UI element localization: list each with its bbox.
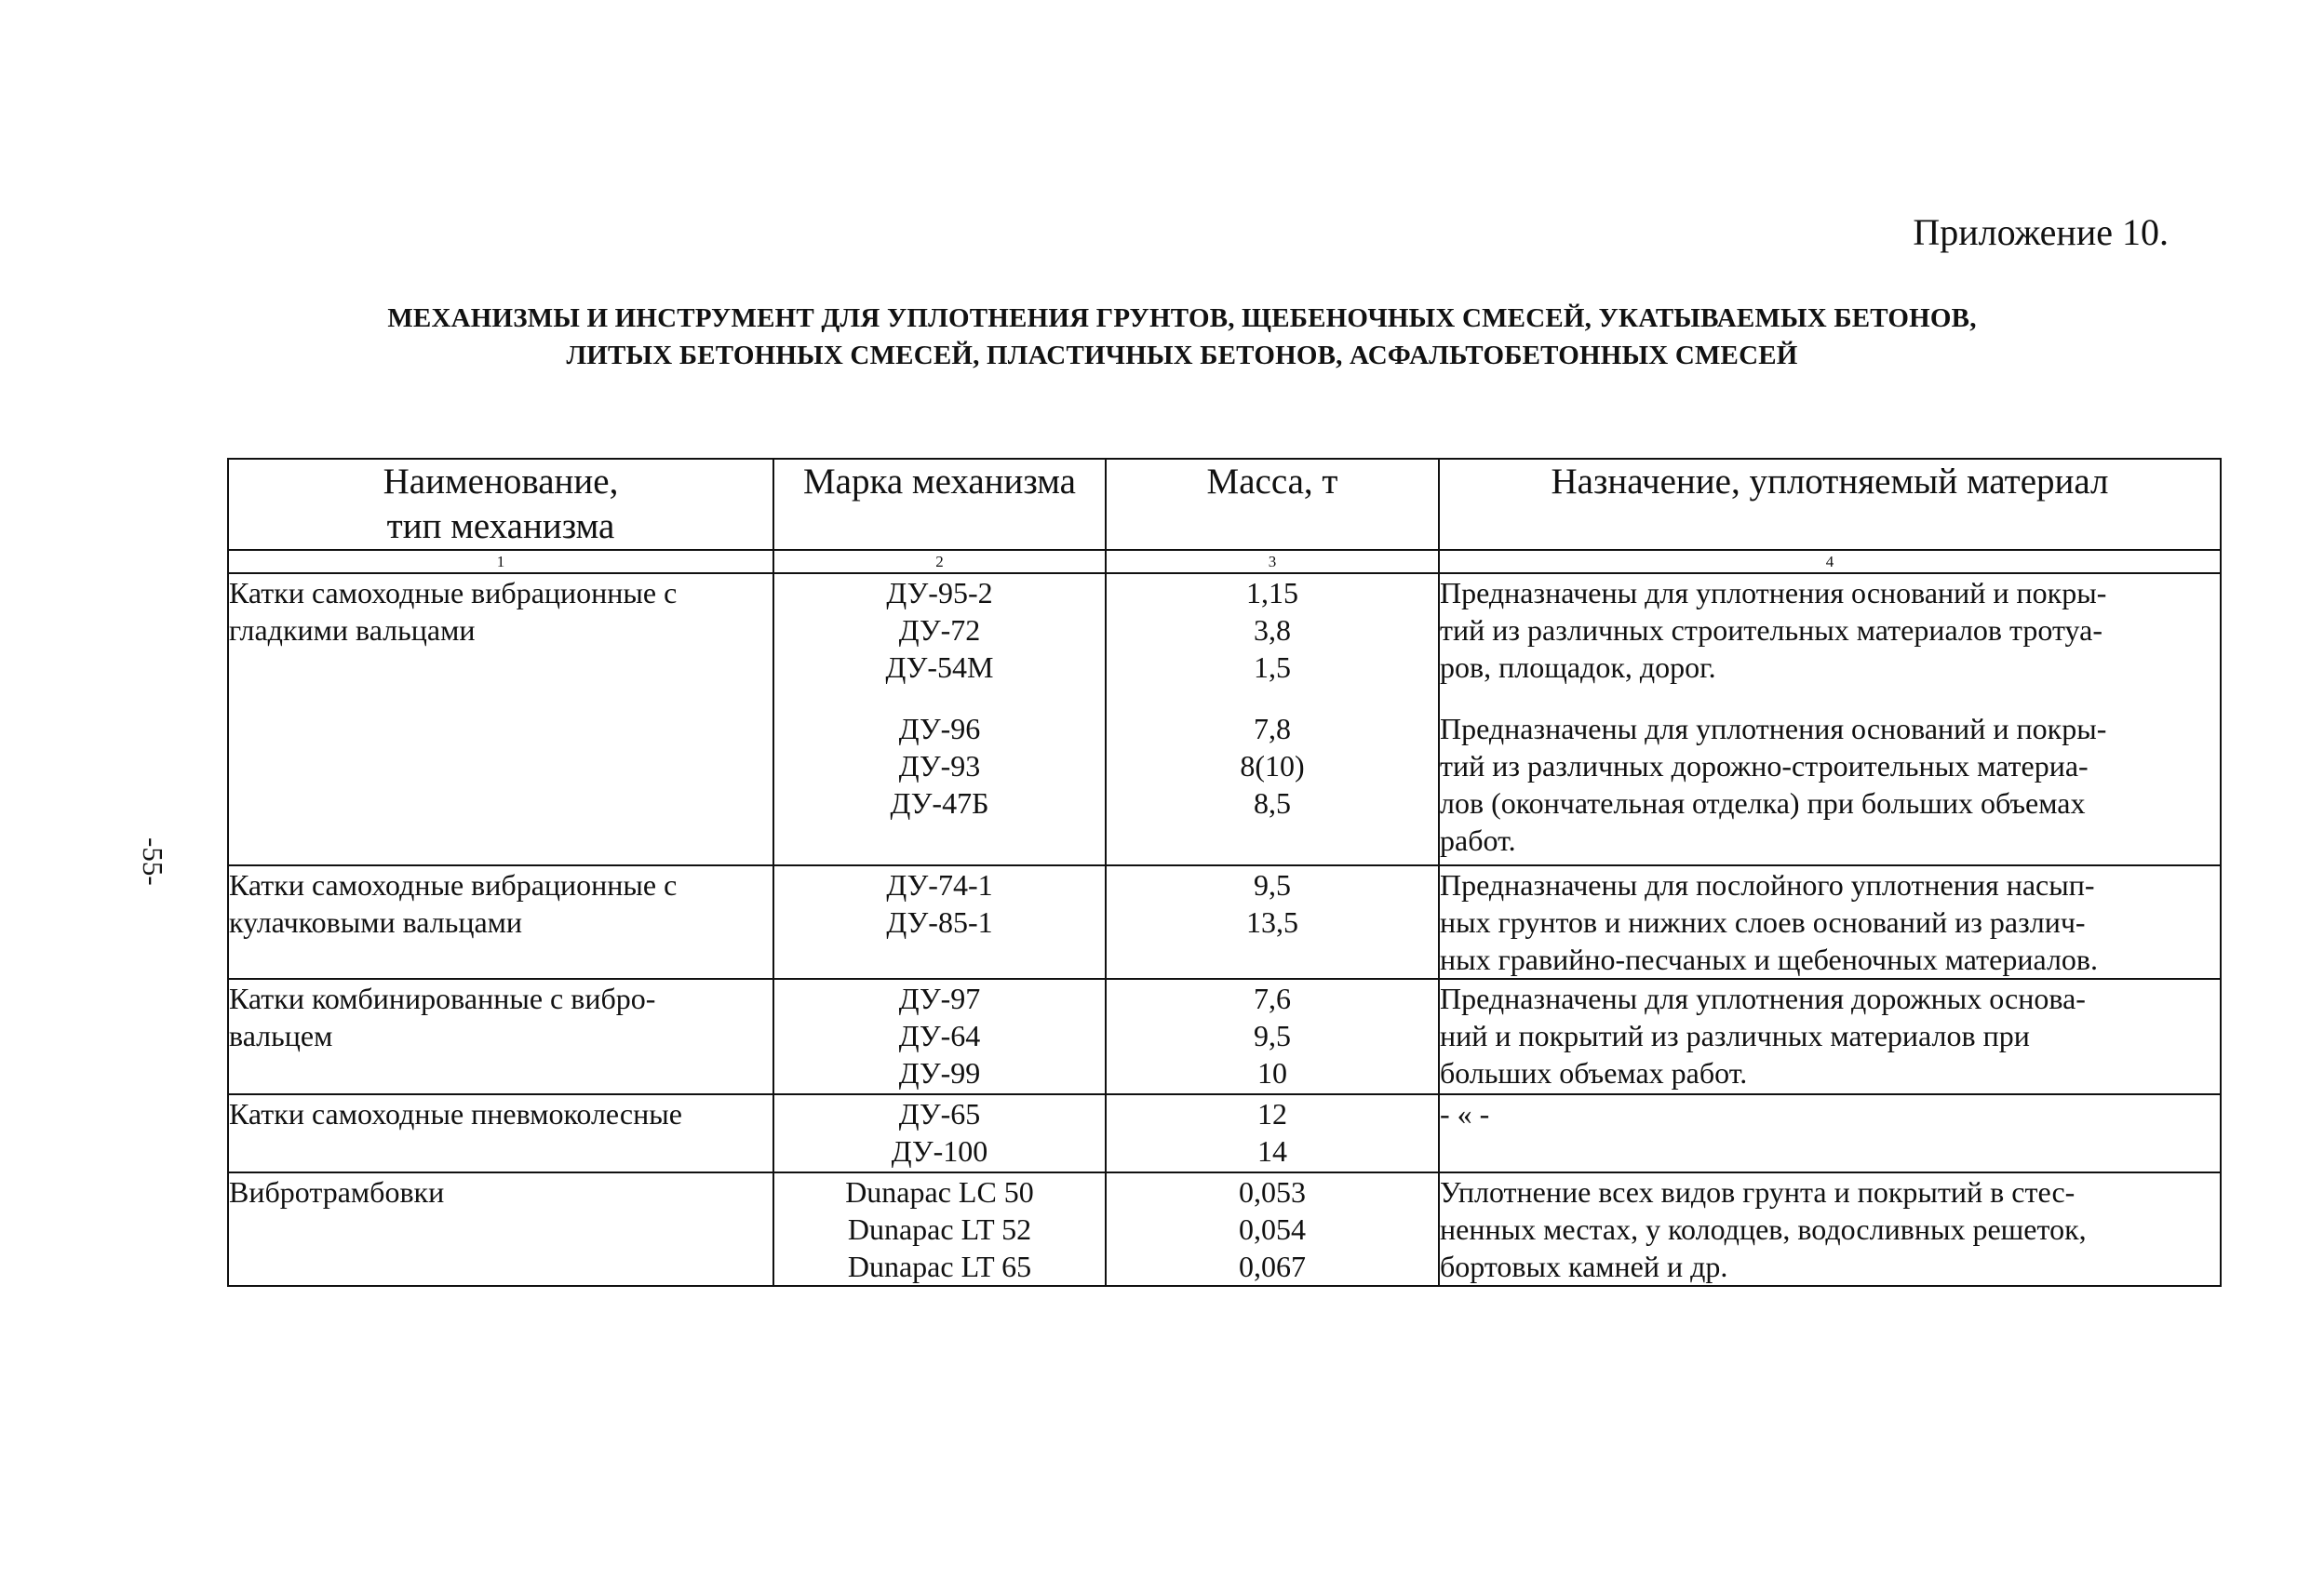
ditto-mark: - « -	[1440, 1097, 1490, 1131]
table-row	[228, 1094, 2221, 1172]
brand-item: ДУ-95-2	[886, 576, 993, 609]
mass-item: 1,5	[1254, 650, 1291, 684]
mass-item: 10	[1257, 1056, 1287, 1090]
header-name-line-2: тип механизма	[386, 506, 615, 546]
header-mass	[1106, 459, 1439, 550]
mass-item: 1,15	[1246, 576, 1298, 609]
brand-item: ДУ-47Б	[890, 786, 989, 820]
mass-item: 3,8	[1254, 613, 1291, 647]
purpose-line: лов (окончательная отделка) при больших объемах	[1440, 786, 2086, 820]
mechanism-brand	[773, 1172, 1106, 1286]
mechanism-mass	[1106, 865, 1439, 979]
purpose-line: ненных местах, у колодцев, водосливных решеток,	[1440, 1212, 2087, 1246]
header-name-line-1: Наименование,	[383, 462, 619, 502]
mass-item: 9,5	[1254, 1019, 1291, 1052]
brand-item: ДУ-97	[898, 982, 981, 1015]
equipment-table	[227, 458, 2222, 1287]
column-number-row	[228, 550, 2221, 573]
name-line: Катки самоходные пневмоколесные	[229, 1097, 682, 1131]
purpose-line: больших объемах работ.	[1440, 1056, 1748, 1090]
document-title	[223, 300, 2141, 374]
purpose-line: бортовых камней и др.	[1440, 1250, 1728, 1283]
name-line: Вибротрамбовки	[229, 1175, 445, 1209]
purpose-line: тий из различных строительных материалов тротуа-	[1440, 613, 2102, 647]
column-number: 2	[773, 550, 1106, 573]
purpose-line: Уплотнение всех видов грунта и покрытий в стес-	[1440, 1175, 2075, 1209]
header-brand	[773, 459, 1106, 550]
purpose-line: ных гравийно-песчаных и щебеночных материалов.	[1440, 943, 2099, 976]
mechanism-purpose	[1439, 573, 2221, 865]
mechanism-brand	[773, 1094, 1106, 1172]
brand-item: ДУ-100	[891, 1134, 988, 1168]
header-purpose-text: Назначение, уплотняемый материал	[1551, 462, 2109, 502]
mechanism-name	[228, 573, 773, 865]
header-row	[228, 459, 2221, 550]
brand-item: Dunapac LT 52	[847, 1212, 1032, 1246]
mass-item: 0,054	[1239, 1212, 1306, 1246]
mechanism-mass	[1106, 1094, 1439, 1172]
mechanism-purpose	[1439, 979, 2221, 1094]
mechanism-mass	[1106, 1172, 1439, 1286]
name-line: Катки самоходные вибрационные с	[229, 576, 678, 609]
appendix-label: Приложение 10.	[1913, 211, 2169, 253]
table-row	[228, 865, 2221, 979]
purpose-line: Предназначены для уплотнения оснований и покры-	[1440, 712, 2107, 745]
header-brand-text: Марка механизма	[803, 462, 1076, 502]
header-mass-text: Масса, т	[1206, 462, 1338, 502]
brand-item: Dunapac LT 65	[847, 1250, 1032, 1283]
mechanism-brand	[773, 979, 1106, 1094]
header-name	[228, 459, 773, 550]
brand-item: ДУ-99	[898, 1056, 981, 1090]
column-number: 4	[1439, 550, 2221, 573]
purpose-line: ров, площадок, дорог.	[1440, 650, 1716, 684]
purpose-line: Предназначены для послойного уплотнения насып-	[1440, 868, 2095, 902]
mechanism-name	[228, 1172, 773, 1286]
name-line: гладкими вальцами	[229, 613, 476, 647]
purpose-line: Предназначены для уплотнения дорожных основа-	[1440, 982, 2086, 1015]
purpose-line: тий из различных дорожно-строительных материа-	[1440, 749, 2089, 783]
purpose-line: Предназначены для уплотнения оснований и покры-	[1440, 576, 2107, 609]
table-row	[228, 573, 2221, 865]
mass-item: 8(10)	[1240, 749, 1305, 783]
mechanism-brand	[773, 573, 1106, 865]
name-line: Катки самоходные вибрационные с	[229, 868, 678, 902]
table-row	[228, 1172, 2221, 1286]
mass-item: 12	[1257, 1097, 1287, 1131]
title-line-2: ЛИТЫХ БЕТОННЫХ СМЕСЕЙ, ПЛАСТИЧНЫХ БЕТОНОВ, АСФАЛЬТОБЕТОННЫХ СМЕСЕЙ	[566, 341, 1798, 370]
mass-item: 0,067	[1239, 1250, 1306, 1283]
brand-item: ДУ-65	[898, 1097, 981, 1131]
mass-item: 7,8	[1254, 712, 1291, 745]
mechanism-name	[228, 1094, 773, 1172]
mechanism-purpose	[1439, 865, 2221, 979]
mechanism-purpose	[1439, 1172, 2221, 1286]
brand-item: ДУ-72	[898, 613, 981, 647]
name-line: кулачковыми вальцами	[229, 905, 523, 939]
mechanism-mass	[1106, 573, 1439, 865]
mass-item: 14	[1257, 1134, 1287, 1168]
header-purpose	[1439, 459, 2221, 550]
mechanism-purpose	[1439, 1094, 2221, 1172]
table-row	[228, 979, 2221, 1094]
column-number: 3	[1106, 550, 1439, 573]
purpose-line: ных грунтов и нижних слоев оснований из различ-	[1440, 905, 2086, 939]
mass-item: 13,5	[1246, 905, 1298, 939]
purpose-line: ний и покрытий из различных материалов при	[1440, 1019, 2030, 1052]
mass-item: 7,6	[1254, 982, 1291, 1015]
purpose-line: работ.	[1440, 823, 1516, 857]
title-line-1: МЕХАНИЗМЫ И ИНСТРУМЕНТ ДЛЯ УПЛОТНЕНИЯ ГРУНТОВ, ЩЕБЕНОЧНЫХ СМЕСЕЙ, УКАТЫВАЕМЫХ БЕТОНОВ,	[387, 303, 1977, 333]
brand-item: ДУ-74-1	[886, 868, 993, 902]
brand-item: ДУ-93	[898, 749, 981, 783]
mechanism-name	[228, 865, 773, 979]
brand-item: ДУ-64	[898, 1019, 981, 1052]
page-number: -55-	[137, 837, 169, 886]
mechanism-name	[228, 979, 773, 1094]
brand-item: Dunapac LC 50	[845, 1175, 1034, 1209]
mechanism-brand	[773, 865, 1106, 979]
name-line: Катки комбинированные с вибро-	[229, 982, 656, 1015]
name-line: вальцем	[229, 1019, 333, 1052]
brand-item: ДУ-96	[898, 712, 981, 745]
mechanism-mass	[1106, 979, 1439, 1094]
mass-item: 9,5	[1254, 868, 1291, 902]
column-number: 1	[228, 550, 773, 573]
mass-item: 8,5	[1254, 786, 1291, 820]
brand-item: ДУ-85-1	[886, 905, 993, 939]
mass-item: 0,053	[1239, 1175, 1306, 1209]
brand-item: ДУ-54М	[885, 650, 994, 684]
